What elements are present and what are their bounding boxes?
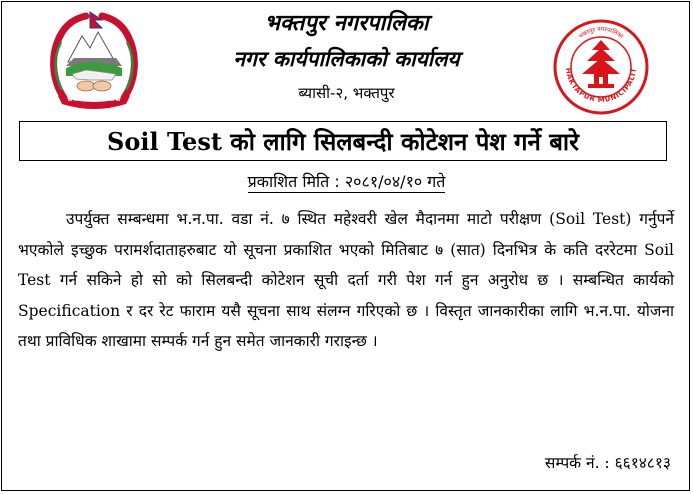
svg-text:BHAKTAPUR MUNICIPALITY: HAKTAPUR MUNICIPALIT (563, 67, 639, 105)
office-subtitle: नगर कार्यपालिकाको कार्यालय (233, 47, 460, 71)
contact-number: सम्पर्क नं. : ६६१४८१३ (544, 454, 671, 472)
svg-text:भक्तपुर नगरपालिका: भक्तपुर नगरपालिका (577, 25, 625, 41)
published-date (0, 172, 693, 192)
published-date-text: प्रकाशित मिति : २०८१/०४/१० गते (247, 172, 446, 191)
notice-title: Soil Test को लागि सिलबन्दी कोटेशन पेश गर्ने बारे (19, 121, 667, 161)
office-name: भक्तपुर नगरपालिका (264, 11, 429, 36)
notice-body: उपर्युक्त सम्बन्धमा भ.न.पा. वडा नं. ७ स्थित महेश्वरी खेल मैदानमा माटो परीक्षण (Soil Test) गर्नुपर्ने भएकोले इच्छुक परामर्शदाताहरुबाट यो सूचना प्रकाशित भएको मितिबाट ७ (सात) दिनभित्र के कति दररेटमा Soil Test गर्न सकिने हो सो को सिलबन्दी कोटेशन सूची दर्ता गरी पेश गर्न हुन अनुरोध छ । सम्बन्धित कार्यको Specification र दर रेट फाराम यसै सूचना साथ संलग्न गरिएको छ । विस्तृत जानकारीका लागि भ.न.पा. योजना तथा प्राविधिक शाखामा सम्पर्क गर्न हुन समेत जानकारी गराइन्छ । (18, 210, 674, 350)
office-address: ब्यासी-२, भक्तपुर (298, 84, 395, 102)
